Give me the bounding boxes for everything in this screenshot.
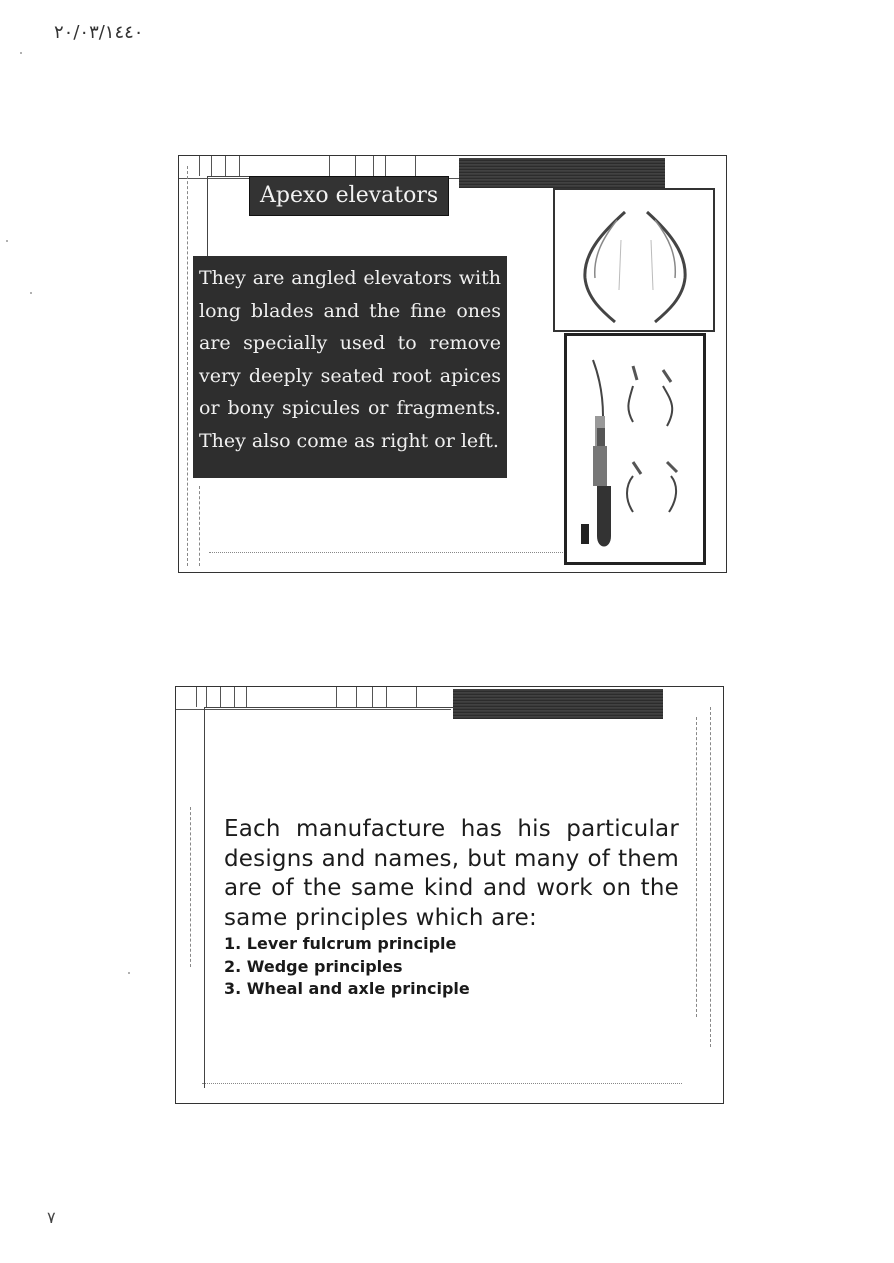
slide-apexo-elevators bbox=[178, 155, 727, 573]
slide-header-bar bbox=[459, 158, 665, 188]
scan-speck bbox=[6, 240, 8, 242]
slide-title: Apexo elevators bbox=[249, 176, 449, 216]
slide-right-rail bbox=[710, 707, 712, 1047]
slide-footer-line bbox=[209, 552, 569, 555]
slide-left-rail bbox=[190, 807, 192, 967]
scan-speck bbox=[20, 52, 22, 54]
principles-list bbox=[224, 933, 470, 1001]
slide-left-rail bbox=[187, 166, 189, 566]
slide-body-text: Each manufacture has his particular designs and names, but many of them are of the same kind and work on the same principles which are: bbox=[224, 816, 679, 931]
page-date: ٢٠/٠٣/١٤٤٠ bbox=[54, 22, 144, 43]
list-item: 2. Wedge principles bbox=[224, 956, 403, 976]
scan-speck bbox=[128, 972, 130, 974]
slide-body-text: They are angled elevators with long blades and the fine ones are specially used to remove very deeply seated root apices or bony spicules or fragments. They also come as right or left. bbox=[193, 256, 507, 478]
slide-footer-line bbox=[202, 1083, 682, 1086]
list-item: 1. Lever fulcrum principle bbox=[224, 934, 457, 953]
elevator-set-figure bbox=[564, 333, 706, 565]
elevator-handle-illustration bbox=[567, 336, 703, 562]
scan-speck bbox=[30, 292, 32, 294]
slide-elevator-principles bbox=[175, 686, 724, 1104]
elevator-pair-figure bbox=[553, 188, 715, 332]
slide-header-bar bbox=[453, 689, 663, 719]
elevator-tips-illustration bbox=[555, 190, 713, 330]
slide-right-rail bbox=[696, 717, 698, 1017]
slide-left-rail bbox=[199, 486, 201, 566]
list-item: 3. Wheal and axle principle bbox=[224, 979, 470, 998]
page-number: ٧ bbox=[47, 1208, 56, 1227]
